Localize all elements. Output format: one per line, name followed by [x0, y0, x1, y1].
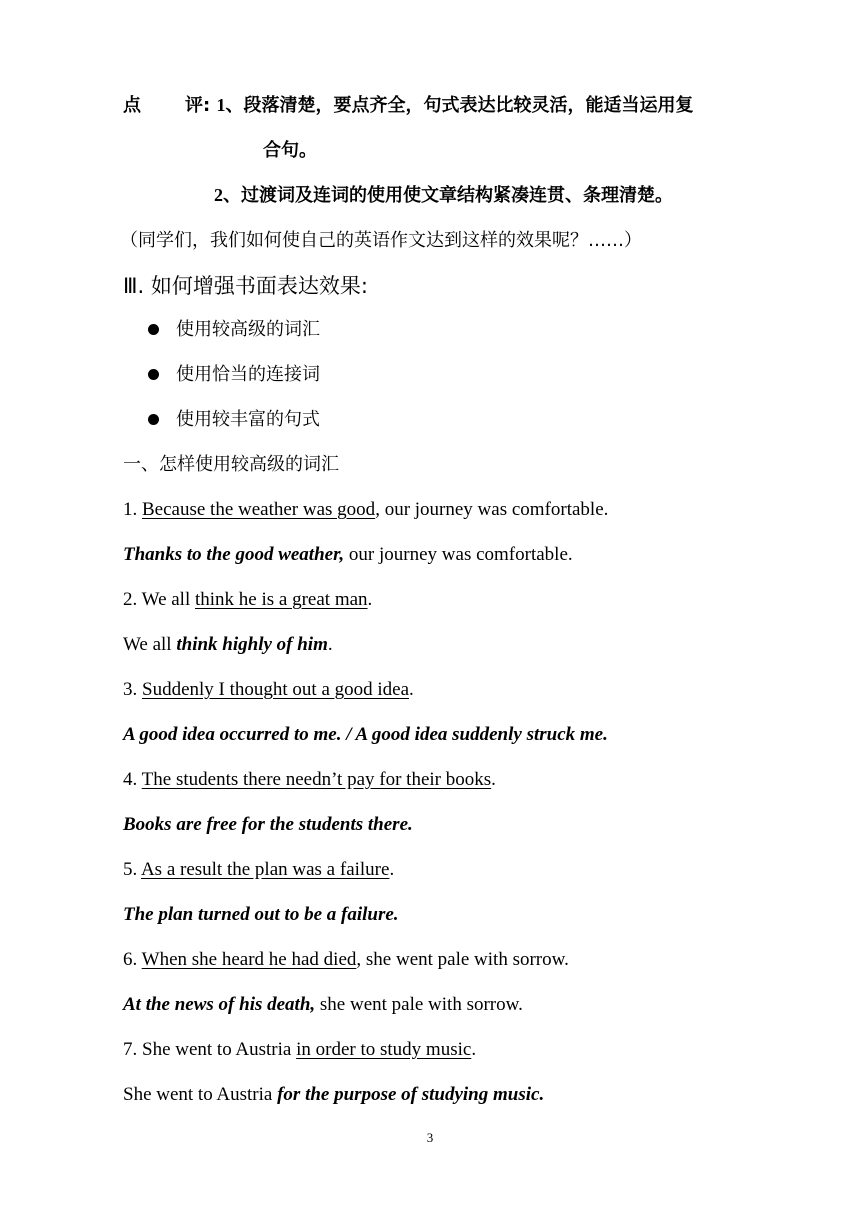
- page-number: 3: [426, 1130, 434, 1145]
- improved-bold: Thanks to the good weather,: [123, 544, 345, 565]
- comment-line-2: [214, 183, 673, 208]
- example-4-improved: [123, 813, 413, 837]
- example-3-original: [123, 678, 414, 702]
- example-prefix: 7. She went to Austria: [123, 1039, 297, 1060]
- example-5-original: [123, 858, 394, 882]
- bullet-dot-3: [148, 414, 159, 425]
- example-1-improved: [123, 543, 573, 567]
- example-underlined: When she heard he had died: [141, 949, 357, 970]
- subsection-heading: 一、怎样使用较高级的词汇: [123, 454, 339, 475]
- improved-bold: Books are free for the students there.: [123, 814, 413, 835]
- comment-item1-continuation: 合句。: [263, 140, 317, 161]
- improved-bold: At the news of his death,: [123, 994, 316, 1015]
- comment-item2-text: 、过渡词及连词的使用使文章结构紧凑连贯、条理清楚。: [223, 185, 673, 206]
- improved-prefix: We all: [123, 634, 177, 655]
- bullet-item-2: 使用恰当的连接词: [176, 364, 320, 385]
- comment-item2-number: 2: [214, 185, 223, 205]
- improved-bold: The plan turned out to be a failure.: [123, 904, 399, 925]
- example-prefix: 2. We all: [123, 589, 195, 610]
- example-6-original: [123, 948, 569, 972]
- example-7-improved: [123, 1083, 544, 1107]
- bullet-item-1: 使用较高级的词汇: [176, 319, 320, 340]
- improved-rest: .: [327, 634, 333, 655]
- improved-rest: our journey was comfortable.: [344, 544, 573, 565]
- example-3-improved: [123, 723, 608, 747]
- example-rest: .: [471, 1039, 477, 1060]
- example-2-original: [123, 588, 372, 612]
- example-7-original: [123, 1038, 476, 1062]
- comment-label-1: 点: [123, 95, 141, 116]
- comment-item1-text: 、段落清楚，要点齐全，句式表达比较灵活，能适当运用复: [225, 95, 694, 116]
- example-underlined: Suddenly I thought out a good idea: [142, 679, 410, 700]
- example-prefix: 5.: [123, 859, 141, 880]
- section-heading: Ⅲ. 如何增强书面表达效果:: [123, 274, 368, 298]
- improved-bold: think highly of him: [176, 634, 328, 655]
- bullet-dot-2: [148, 369, 159, 380]
- question-line: （同学们，我们如何使自己的英语作文达到这样的效果呢？……）: [120, 230, 642, 251]
- example-rest: .: [389, 859, 395, 880]
- improved-prefix: She went to Austria: [123, 1084, 278, 1105]
- example-rest: .: [491, 769, 496, 790]
- example-prefix: 4.: [123, 769, 142, 790]
- comment-line-1-cont: [263, 139, 317, 163]
- example-4-original: [123, 768, 496, 792]
- example-5-improved: [123, 903, 399, 927]
- example-1-original: [123, 498, 608, 522]
- example-6-improved: [123, 993, 523, 1017]
- bullet-dot-1: [148, 324, 159, 335]
- example-underlined: Because the weather was good: [142, 499, 376, 520]
- example-underlined: As a result the plan was a failure: [140, 859, 390, 880]
- comment-label-2: 评:: [185, 95, 211, 116]
- comment-line-1: [123, 93, 693, 118]
- improved-bold: A good idea occurred to me. / A good idea suddenly struck me.: [123, 724, 608, 745]
- improved-rest: she went pale with sorrow.: [315, 994, 523, 1015]
- comment-item1-number: 1: [216, 95, 226, 115]
- example-rest: , she went pale with sorrow.: [356, 949, 569, 970]
- improved-bold: for the purpose of studying music.: [277, 1084, 545, 1105]
- bullet-item-3: 使用较丰富的句式: [176, 409, 320, 430]
- example-rest: , our journey was comfortable.: [375, 499, 609, 520]
- example-2-improved: [123, 633, 333, 657]
- example-rest: .: [409, 679, 414, 700]
- example-underlined: The students there needn’t pay for their books: [141, 769, 492, 790]
- example-underlined: think he is a great man: [195, 589, 368, 610]
- example-underlined: in order to study music: [296, 1039, 472, 1060]
- example-prefix: 6.: [123, 949, 142, 970]
- example-rest: .: [367, 589, 373, 610]
- example-prefix: 3.: [123, 679, 142, 700]
- example-prefix: 1.: [123, 499, 142, 520]
